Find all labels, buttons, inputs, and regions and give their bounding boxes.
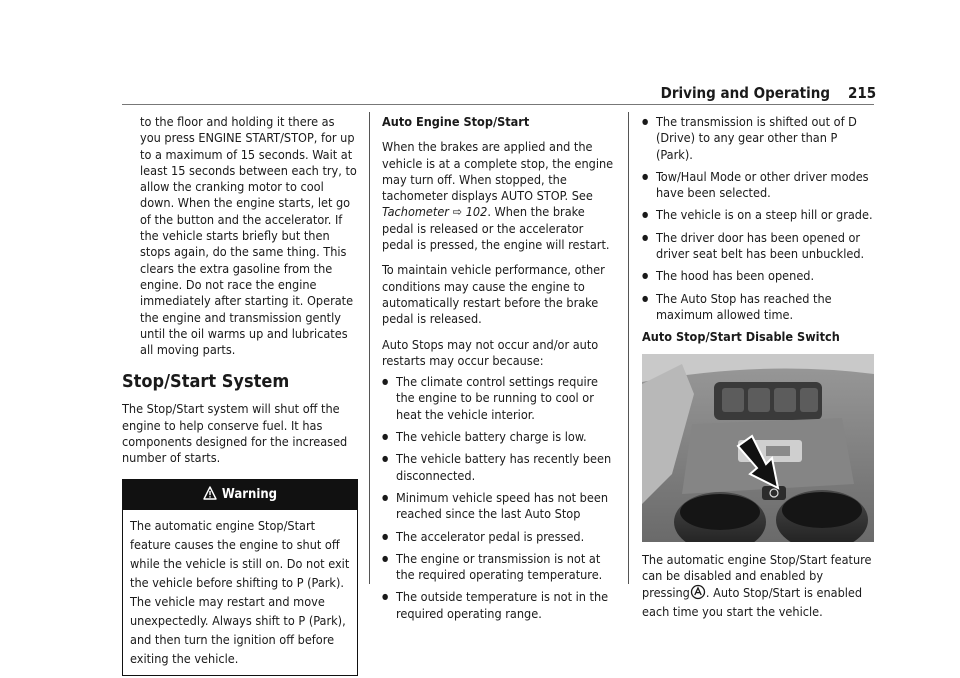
reference-page-number[interactable]: 102 xyxy=(465,204,488,220)
list-item: ● The outside temperature is not in the required operating range. xyxy=(382,589,616,622)
column-divider-2 xyxy=(628,112,629,584)
disable-switch-photo xyxy=(642,354,874,542)
conditions-list-continued xyxy=(642,114,874,323)
tachometer-reference[interactable]: Tachometer xyxy=(382,204,449,220)
warning-triangle-icon xyxy=(203,482,217,512)
list-item: ● The accelerator pedal is pressed. xyxy=(382,529,616,545)
auto-stop-paragraph: When the brakes are applied and the vehicle is at a complete stop, the engine may turn off. When stopped, the tachometer displays AUTO STOP. See Tachometer ⇨ 102. When the brake pedal is released or the accelerator pedal is pressed, the engine will restart. xyxy=(382,139,614,253)
list-item: ● The engine or transmission is not at the required operating temperature. xyxy=(382,551,616,584)
column-3 xyxy=(642,114,874,621)
conditions-intro: Auto Stops may not occur and/or auto restarts may occur because: xyxy=(382,336,599,368)
warning-title: Warning xyxy=(221,486,278,502)
section-heading: Stop/Start System xyxy=(122,371,290,393)
list-item: ● The vehicle battery has recently been disconnected. xyxy=(382,451,616,484)
list-item: ● The driver door has been opened or driver seat belt has been unbuckled. xyxy=(642,230,874,263)
warning-box xyxy=(122,479,358,676)
list-item: ● The climate control settings require the engine to be running to cool or heat the vehicle interior. xyxy=(382,374,616,423)
list-item: ● The hood has been opened. xyxy=(642,268,874,284)
intro-paragraph: The Stop/Start system will shut off the engine to help conserve fuel. It has components designed for the increased number of starts. xyxy=(122,401,348,466)
auto-stop-heading: Auto Engine Stop/Start xyxy=(382,114,530,129)
list-item: ● The Auto Stop has reached the maximum allowed time. xyxy=(642,291,874,324)
header-rule xyxy=(122,104,874,105)
column-divider-1 xyxy=(369,112,370,584)
warning-header xyxy=(123,480,357,510)
disable-switch-caption: The automatic engine Stop/Start feature can be disabled and enabled by pressing . Auto Stop/Start is enabled each time you start the vehicle. xyxy=(642,551,872,620)
section-title: Driving and Operating xyxy=(660,84,830,102)
list-item: ● Tow/Haul Mode or other driver modes have been selected. xyxy=(642,169,874,202)
page-reference-arrow-icon: ⇨ xyxy=(452,204,463,220)
column-1 xyxy=(122,114,358,676)
auto-stop-button-icon xyxy=(690,584,706,604)
page-number: 215 xyxy=(848,84,877,102)
list-item: ● The transmission is shifted out of D (Drive) to any gear other than P (Park). xyxy=(642,114,874,163)
list-item: ● The vehicle is on a steep hill or grade. xyxy=(642,207,874,223)
conditions-list xyxy=(382,374,616,622)
disable-switch-heading: Auto Stop/Start Disable Switch xyxy=(642,329,840,345)
performance-paragraph: To maintain vehicle performance, other conditions may cause the engine to automatically restart before the brake pedal is released. xyxy=(382,262,605,327)
continued-paragraph: to the floor and holding it there as you press ENGINE START/STOP, for up to a maximum of 15 seconds. Wait at least 15 seconds between each try, to allow the cranking motor to cool down. When the engine starts, let go of the button and the accelerator. If the vehicle starts briefly but then stops again, do the same thing. This clears the extra gasoline from the engine. Do not race the engine immediately after starting it. Operate the engine and transmission gently until the oil warms up and lubricates all moving parts. xyxy=(140,114,357,358)
column-2 xyxy=(382,114,616,628)
list-item: ● The vehicle battery charge is low. xyxy=(382,429,616,445)
list-item: ● Minimum vehicle speed has not been reached since the last Auto Stop xyxy=(382,490,616,523)
warning-text: The automatic engine Stop/Start feature causes the engine to shut off while the vehicle is still on. Do not exit the vehicle before shifting to P (Park). The vehicle may restart and move unexpectedly. Always shift to P (Park), and then turn the ignition off before exiting the vehicle. xyxy=(130,517,350,666)
